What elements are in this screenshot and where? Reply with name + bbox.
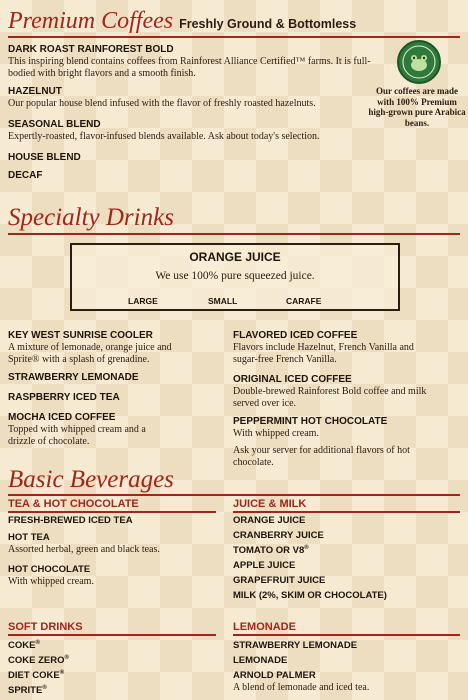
basic-beverages-title: Basic Beverages [8, 466, 174, 493]
soft-drinks-heading-line [8, 634, 216, 636]
oj-size-small: SMALL [208, 296, 238, 306]
item-diet-coke [8, 670, 64, 681]
item-flavored-iced-coffee: FLAVORED ICED COFFEE [233, 330, 358, 341]
rainforest-alliance-seal-icon [397, 40, 441, 84]
item-milk: MILK (2%, SKIM OR CHOCOLATE) [233, 590, 387, 601]
item-sprite-label: SPRITE [8, 685, 43, 696]
item-peppermint-hot-chocolate: PEPPERMINT HOT CHOCOLATE [233, 416, 388, 427]
item-orange-juice: ORANGE JUICE [233, 515, 306, 526]
item-diet-coke-label: DIET COKE [8, 670, 60, 681]
item-hazelnut: HAZELNUT [8, 86, 62, 97]
item-dark-roast: DARK ROAST RAINFOREST BOLD [8, 44, 174, 55]
item-cranberry-juice: CRANBERRY JUICE [233, 530, 324, 541]
premium-coffees-title [8, 8, 356, 37]
item-coke-zero [8, 655, 69, 666]
item-coke-zero-label: COKE ZERO [8, 655, 65, 666]
premium-title-text: Premium Coffees [8, 8, 174, 34]
hot-chocolate-flavors-note: Ask your server for additional flavors of hot chocolate. [233, 445, 410, 468]
oj-size-carafe: CARAFE [286, 296, 322, 306]
item-raspberry-iced-tea: RASPBERRY ICED TEA [8, 392, 120, 403]
item-fresh-brewed-iced-tea: FRESH-BREWED ICED TEA [8, 515, 133, 526]
orange-juice-desc: We use 100% pure squeezed juice. [155, 270, 315, 282]
basic-rule [8, 494, 460, 496]
premium-subtitle: Freshly Ground & Bottomless [179, 17, 357, 31]
orange-juice-name: ORANGE JUICE [189, 250, 281, 264]
reg-mark: ® [59, 670, 65, 676]
item-peppermint-hot-chocolate-desc: With whipped cream. [233, 428, 319, 439]
item-key-west-sunrise-desc: A mixture of lemonade, orange juice and Sprite® with a splash of grenadine. [8, 342, 172, 365]
item-seasonal-blend: SEASONAL BLEND [8, 119, 101, 130]
item-decaf: DECAF [8, 170, 43, 181]
item-arnold-palmer: ARNOLD PALMER [233, 670, 316, 681]
item-key-west-sunrise: KEY WEST SUNRISE COOLER [8, 330, 153, 341]
lemonade-heading-line [233, 634, 460, 636]
item-arnold-palmer-desc: A blend of lemonade and iced tea. [233, 682, 370, 693]
oj-size-large: LARGE [128, 296, 158, 306]
tea-hot-chocolate-heading: TEA & HOT CHOCOLATE [8, 498, 139, 510]
item-hot-chocolate: HOT CHOCOLATE [8, 564, 91, 575]
tea-heading-line [8, 511, 216, 513]
item-tomato-v8-label: TOMATO OR V8 [233, 545, 305, 556]
item-seasonal-blend-desc: Expertly-roasted, flavor-infused blends available. Ask about today's selection. [8, 131, 320, 142]
item-lemonade: LEMONADE [233, 655, 288, 666]
item-hot-chocolate-desc: With whipped cream. [8, 576, 94, 587]
premium-rule [8, 36, 460, 38]
item-sprite [8, 685, 47, 696]
reg-mark: ® [304, 545, 309, 551]
item-original-iced-coffee-desc: Double-brewed Rainforest Bold coffee and milk served over ice. [233, 386, 427, 409]
item-grapefruit-juice: GRAPEFRUIT JUICE [233, 575, 326, 586]
item-mocha-iced-coffee-desc: Topped with whipped cream and a drizzle of chocolate. [8, 424, 146, 447]
item-strawberry-lemonade: STRAWBERRY LEMONADE [8, 372, 139, 383]
item-tomato-v8 [233, 545, 309, 556]
item-hot-tea-desc: Assorted herbal, green and black teas. [8, 544, 160, 555]
specialty-rule [8, 233, 460, 235]
item-hot-tea: HOT TEA [8, 532, 50, 543]
item-flavored-iced-coffee-desc: Flavors include Hazelnut, French Vanilla and sugar-free French Vanilla. [233, 342, 414, 365]
specialty-drinks-title: Specialty Drinks [8, 204, 174, 231]
coffee-bean-note: Our coffees are made with 100% Premium high-grown pure Arabica beans. [368, 86, 466, 128]
lemonade-heading: LEMONADE [233, 621, 296, 633]
item-coke-label: COKE [8, 640, 36, 651]
item-dark-roast-desc: This inspiring blend contains coffees from Rainforest Alliance Certified™ farms. It is full-bodied with bright flavors and a smooth finish. [8, 56, 371, 79]
item-strawberry-lemonade-basic: STRAWBERRY LEMONADE [233, 640, 358, 651]
soft-drinks-heading: SOFT DRINKS [8, 621, 83, 633]
orange-juice-box [70, 243, 400, 311]
juice-milk-heading: JUICE & MILK [233, 498, 307, 510]
item-apple-juice: APPLE JUICE [233, 560, 296, 571]
reg-mark: ® [42, 685, 47, 691]
item-house-blend: HOUSE BLEND [8, 152, 81, 163]
item-original-iced-coffee: ORIGINAL ICED COFFEE [233, 374, 352, 385]
item-coke [8, 640, 40, 651]
juice-heading-line [233, 511, 460, 513]
item-mocha-iced-coffee: MOCHA ICED COFFEE [8, 412, 116, 423]
reg-mark: ® [35, 640, 40, 646]
reg-mark: ® [64, 655, 69, 661]
item-hazelnut-desc: Our popular house blend infused with the flavor of freshly roasted hazelnuts. [8, 98, 316, 109]
